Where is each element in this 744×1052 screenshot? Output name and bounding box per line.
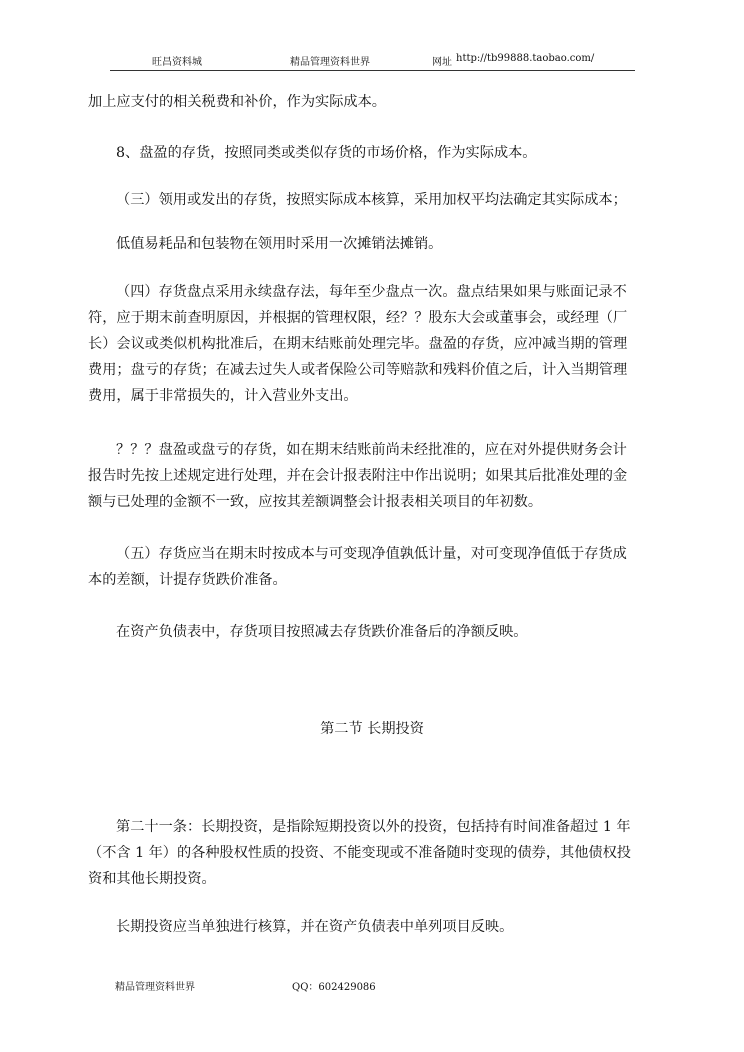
paragraph-line: 长期投资应当单独进行核算，并在资产负债表中单列项目反映。 <box>116 919 514 935</box>
paragraph-line: 长）会议或类似机构批准后，在期末结账前处理完毕。盘盈的存货，应冲减当期的管理 <box>88 336 628 352</box>
paragraph-line: （四）存货盘点采用永续盘存法，每年至少盘点一次。盘点结果如果与账面记录不 <box>116 284 627 300</box>
header-url-label: 网址 <box>432 57 452 68</box>
paragraph-line: 加上应支付的相关税费和补价，作为实际成本。 <box>88 94 386 110</box>
paragraph-line: 符，应于期末前查明原因，并根据的管理权限，经？？股东大会或董事会，或经理（厂 <box>88 310 628 326</box>
paragraph-line: 费用；盘亏的存货；在减去过失人或者保险公司等赔款和残料价值之后，计入当期管理 <box>88 362 628 378</box>
paragraph-line: 资和其他长期投资。 <box>88 871 216 887</box>
section-title: 第二节 长期投资 <box>320 721 424 737</box>
header-shop-name: 旺昌资料城 <box>152 57 202 68</box>
paragraph-line: （五）存货应当在期末时按成本与可变现净值孰低计量，对可变现净值低于存货成 <box>116 546 627 562</box>
paragraph-line: 费用，属于非常损失的，计入营业外支出。 <box>88 388 358 404</box>
paragraph-line: 在资产负债表中，存货项目按照减去存货跌价准备后的净额反映。 <box>116 624 528 640</box>
paragraph-line: 报告时先按上述规定进行处理，并在会计报表附注中作出说明；如果其后批准处理的金 <box>88 468 628 484</box>
paragraph-line: （不含 1 年）的各种股权性质的投资、不能变现或不准备随时变现的债券，其他债权投 <box>88 845 631 861</box>
paragraph-line: 额与已处理的金额不一致，应按其差额调整会计报表相关项目的年初数。 <box>88 494 543 510</box>
paragraph-line: 低值易耗品和包装物在领用时采用一次摊销法摊销。 <box>116 236 443 252</box>
footer-site-name: 精品管理资料世界 <box>115 982 195 993</box>
paragraph-line: 8、盘盈的存货，按照同类或类似存货的市场价格，作为实际成本。 <box>116 145 537 161</box>
paragraph-line: （三）领用或发出的存货，按照实际成本核算，采用加权平均法确定其实际成本； <box>116 192 627 208</box>
header-url-link[interactable]: http://tb99888.taobao.com/ <box>456 53 595 64</box>
paragraph-line: 第二十一条：长期投资，是指除短期投资以外的投资，包括持有时间准备超过 1 年 <box>116 819 631 835</box>
header-site-name: 精品管理资料世界 <box>290 57 370 68</box>
page-header <box>110 50 635 71</box>
paragraph-line: ？？？盘盈或盘亏的存货，如在期末结账前尚未经批准的，应在对外提供财务会计 <box>116 442 627 458</box>
footer-qq: QQ：602429086 <box>292 982 376 993</box>
paragraph-line: 本的差额，计提存货跌价准备。 <box>88 572 287 588</box>
